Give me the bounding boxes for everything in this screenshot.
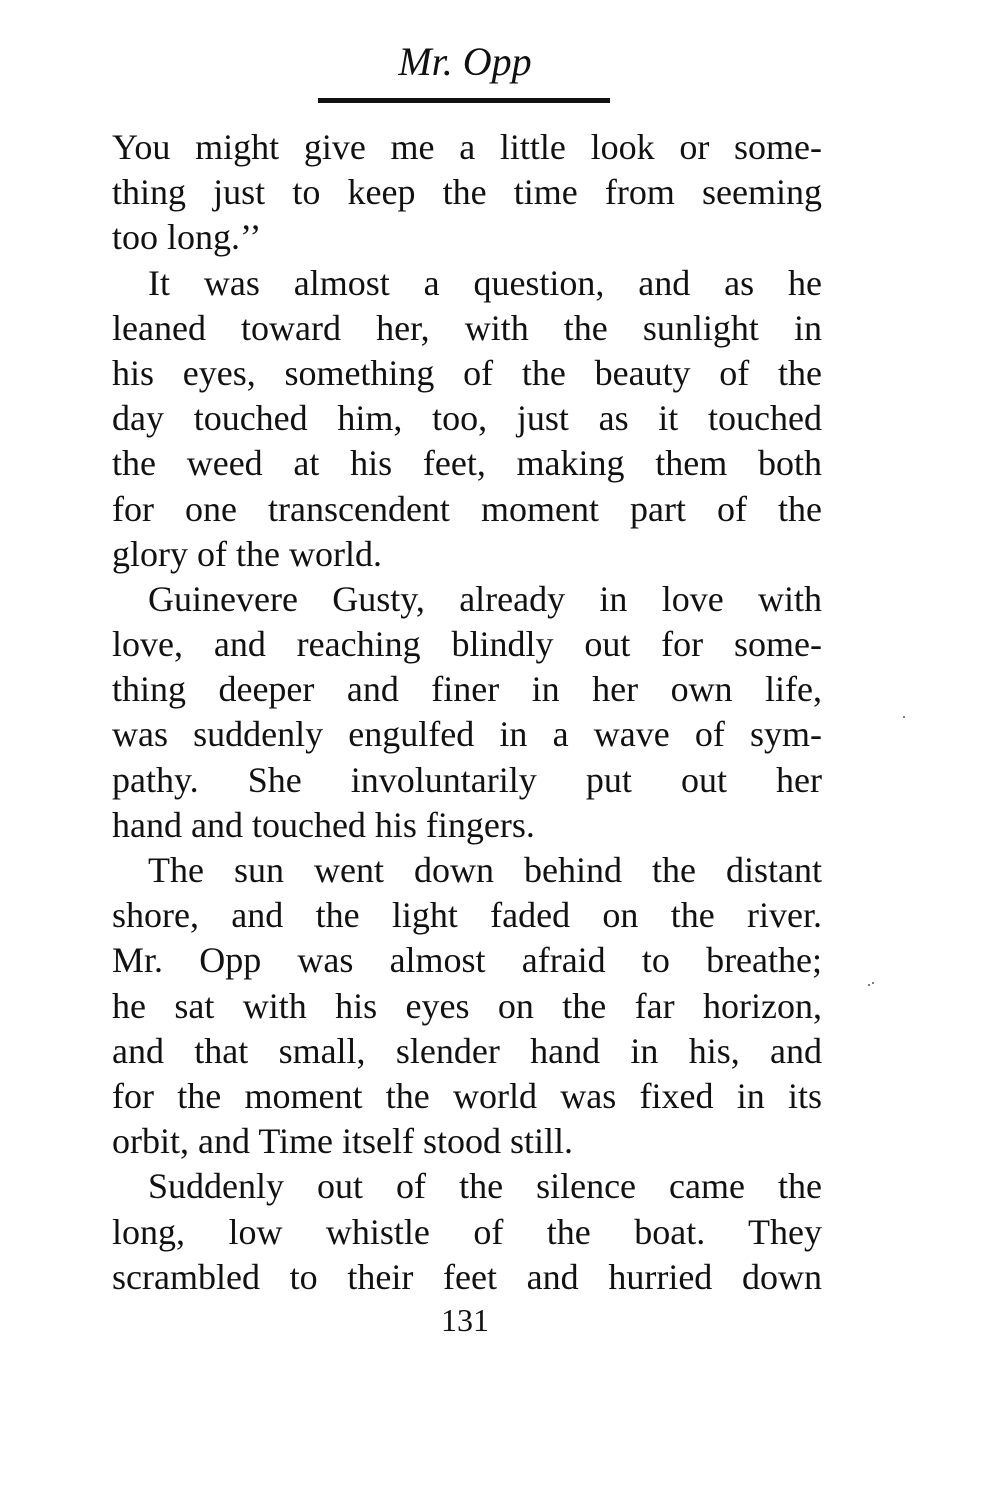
paragraph: [112, 1164, 822, 1300]
text-line: for one transcendent moment part of the: [112, 488, 822, 529]
paragraph: [112, 848, 822, 1164]
text-line: long, low whistle of the boat. They: [112, 1211, 822, 1252]
text-line: for the moment the world was fixed in its: [112, 1075, 822, 1116]
text-line: It was almost a question, and as he: [148, 262, 822, 303]
page-number: 131: [441, 1302, 489, 1338]
text-line: the weed at his feet, making them both: [112, 443, 822, 484]
text-line: Suddenly out of the silence came the: [148, 1166, 822, 1207]
text-line: his eyes, something of the beauty of the: [112, 352, 822, 393]
print-speck: [872, 982, 874, 984]
text-line: too long.’’: [112, 217, 262, 258]
text-line: hand and touched his fingers.: [112, 804, 535, 845]
text-line: scrambled to their feet and hurried down: [112, 1256, 822, 1297]
text-line: glory of the world.: [112, 533, 382, 574]
text-line: pathy. She involuntarily put out her: [112, 759, 822, 800]
text-line: love, and reaching blindly out for some-: [112, 624, 822, 665]
paragraph: [112, 261, 822, 577]
paragraph: [112, 125, 822, 261]
body-text: [112, 125, 822, 1300]
running-title: Mr. Opp: [398, 39, 532, 84]
text-line: and that small, slender hand in his, and: [112, 1030, 822, 1071]
text-line: Mr. Opp was almost afraid to breathe;: [112, 940, 822, 981]
text-line: You might give me a little look or some-: [112, 127, 822, 167]
header-rule: [318, 98, 610, 103]
text-line: day touched him, too, just as it touched: [112, 398, 822, 439]
text-line: Guinevere Gusty, already in love with: [148, 578, 822, 619]
text-line: shore, and the light faded on the river.: [112, 895, 822, 936]
text-line: he sat with his eyes on the far horizon,: [112, 985, 822, 1026]
print-speck: [903, 716, 905, 718]
text-line: thing just to keep the time from seeming: [112, 172, 822, 213]
print-speck: [868, 984, 870, 986]
text-line: orbit, and Time itself stood still.: [112, 1121, 574, 1162]
text-line: The sun went down behind the distant: [148, 850, 822, 890]
text-line: was suddenly engulfed in a wave of sym-: [112, 714, 822, 755]
text-line: thing deeper and finer in her own life,: [112, 669, 822, 710]
paragraph: [112, 577, 822, 848]
text-line: leaned toward her, with the sunlight in: [112, 307, 822, 348]
